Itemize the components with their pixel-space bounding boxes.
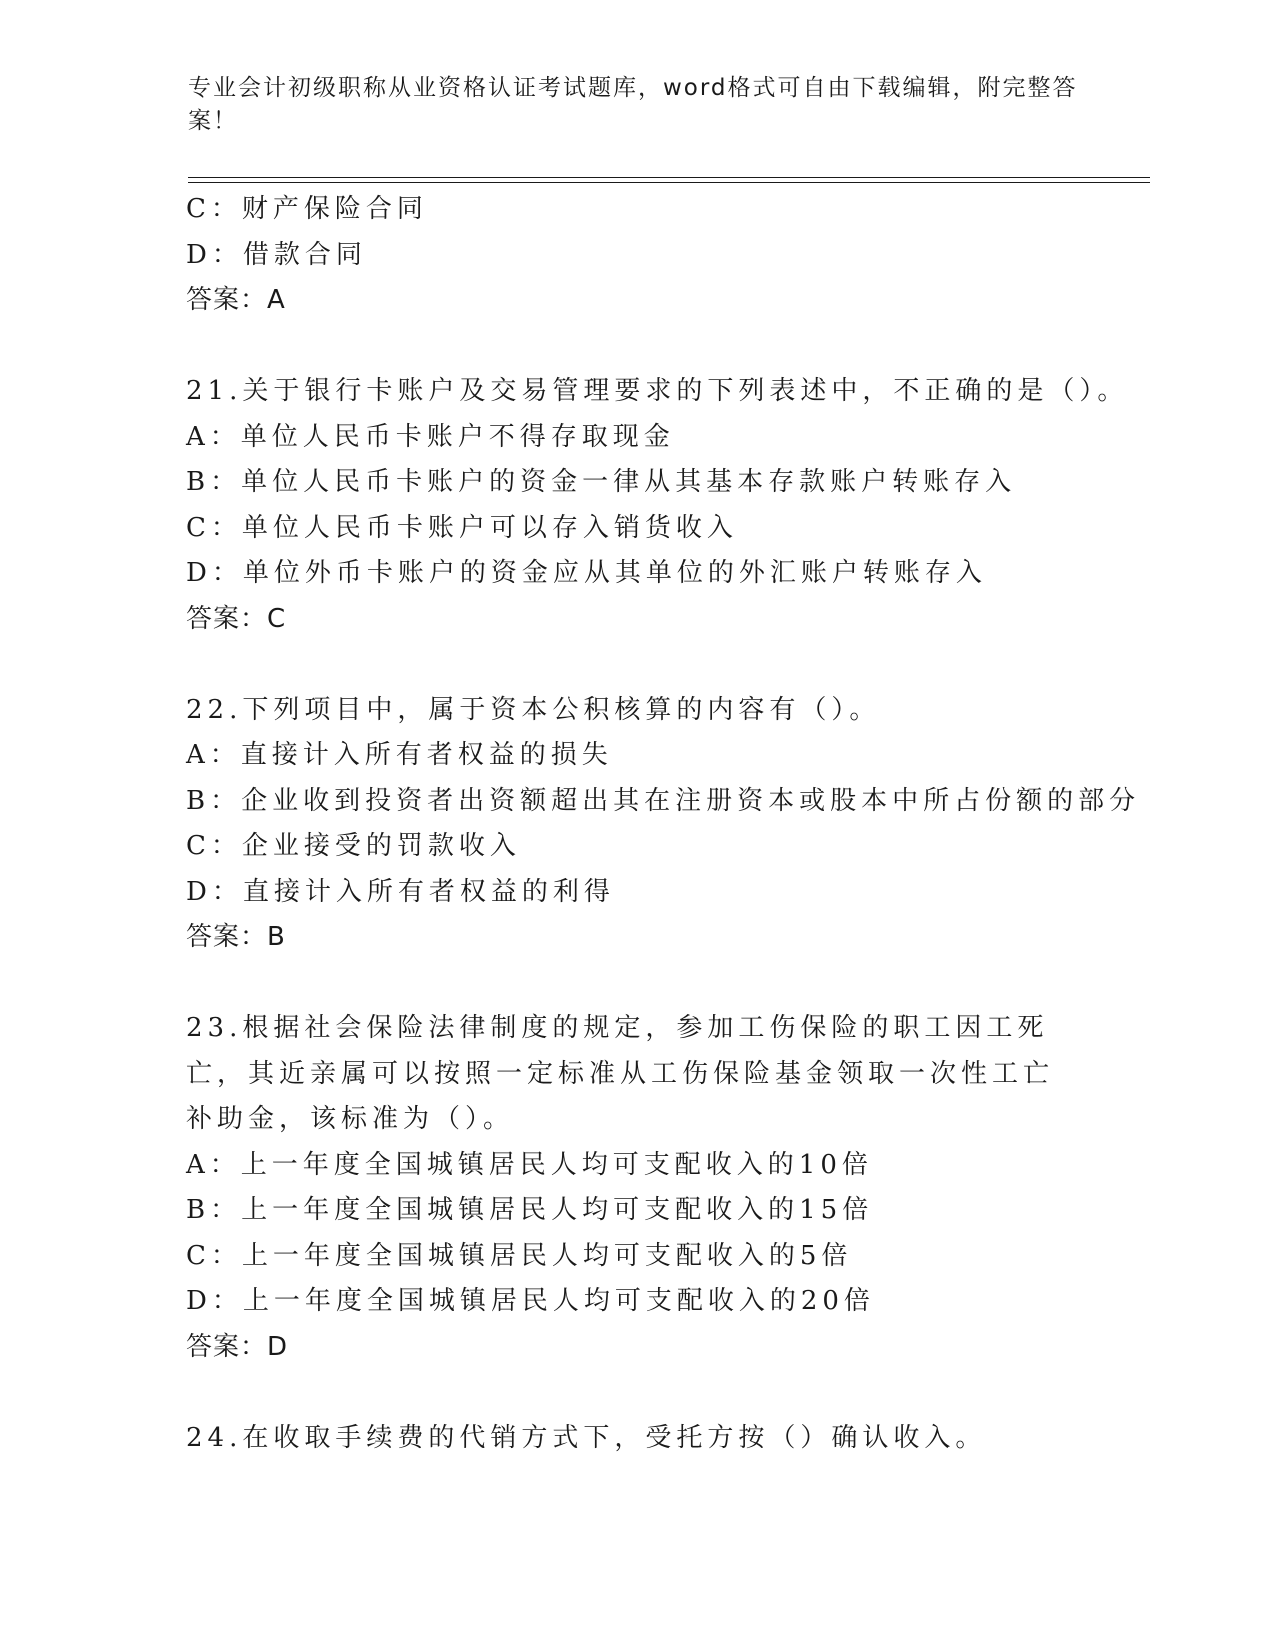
option-c: C：企业接受的罚款收入 — [186, 831, 521, 861]
spacer — [186, 1370, 1126, 1416]
answer: 答案：D — [186, 1331, 289, 1362]
header-rule-bottom — [188, 182, 1150, 183]
spacer — [186, 642, 1126, 688]
question-stem: 23.根据社会保险法律制度的规定，参加工伤保险的职工因工死亡，其近亲属可以按照一定标准从工伤保险基金领取一次性工亡补助金，该标准为（）。 — [186, 1013, 1055, 1134]
option-d: D：上一年度全国城镇居民人均可支配收入的20倍 — [186, 1286, 875, 1316]
option-d: D：借款合同 — [186, 239, 367, 270]
question-22 — [186, 688, 1141, 961]
question-24 — [186, 1416, 1126, 1462]
question-stem: 24.在收取手续费的代销方式下，受托方按（）确认收入。 — [186, 1422, 987, 1453]
option-b: B：上一年度全国城镇居民人均可支配收入的15倍 — [186, 1195, 874, 1225]
option-a: A：单位人民币卡账户不得存取现金 — [186, 421, 675, 452]
option-c: C：上一年度全国城镇居民人均可支配收入的5倍 — [186, 1240, 853, 1271]
option-b: B：企业收到投资者出资额超出其在注册资本或股本中所占份额的部分 — [186, 785, 1141, 816]
option-d: D：直接计入所有者权益的利得 — [186, 876, 615, 907]
question-21 — [186, 369, 1129, 642]
option-a: A：直接计入所有者权益的损失 — [186, 740, 613, 770]
question-23 — [186, 1006, 1126, 1370]
option-c: C：单位人民币卡账户可以存入销货收入 — [186, 512, 738, 543]
answer: 答案：A — [186, 285, 286, 315]
option-d: D：单位外币卡账户的资金应从其单位的外汇账户转账存入 — [186, 558, 987, 588]
option-a: A：上一年度全国城镇居民人均可支配收入的10倍 — [186, 1149, 873, 1180]
question-stem: 22.下列项目中，属于资本公积核算的内容有（）。 — [186, 694, 881, 725]
answer: 答案：B — [186, 922, 286, 952]
question-list — [186, 187, 1141, 1461]
header-rule-top — [188, 177, 1150, 178]
question-stem: 21.关于银行卡账户及交易管理要求的下列表述中，不正确的是（）。 — [186, 376, 1129, 406]
option-b: B：单位人民币卡账户的资金一律从其基本存款账户转账存入 — [186, 467, 1017, 497]
spacer — [186, 961, 1126, 1007]
spacer — [186, 324, 1126, 370]
option-c: C：财产保险合同 — [186, 194, 428, 224]
continued-question — [186, 187, 1126, 324]
answer: 答案：C — [186, 603, 287, 634]
page-header: 专业会计初级职称从业资格认证考试题库，word格式可自由下载编辑，附完整答案！ — [188, 75, 1078, 134]
